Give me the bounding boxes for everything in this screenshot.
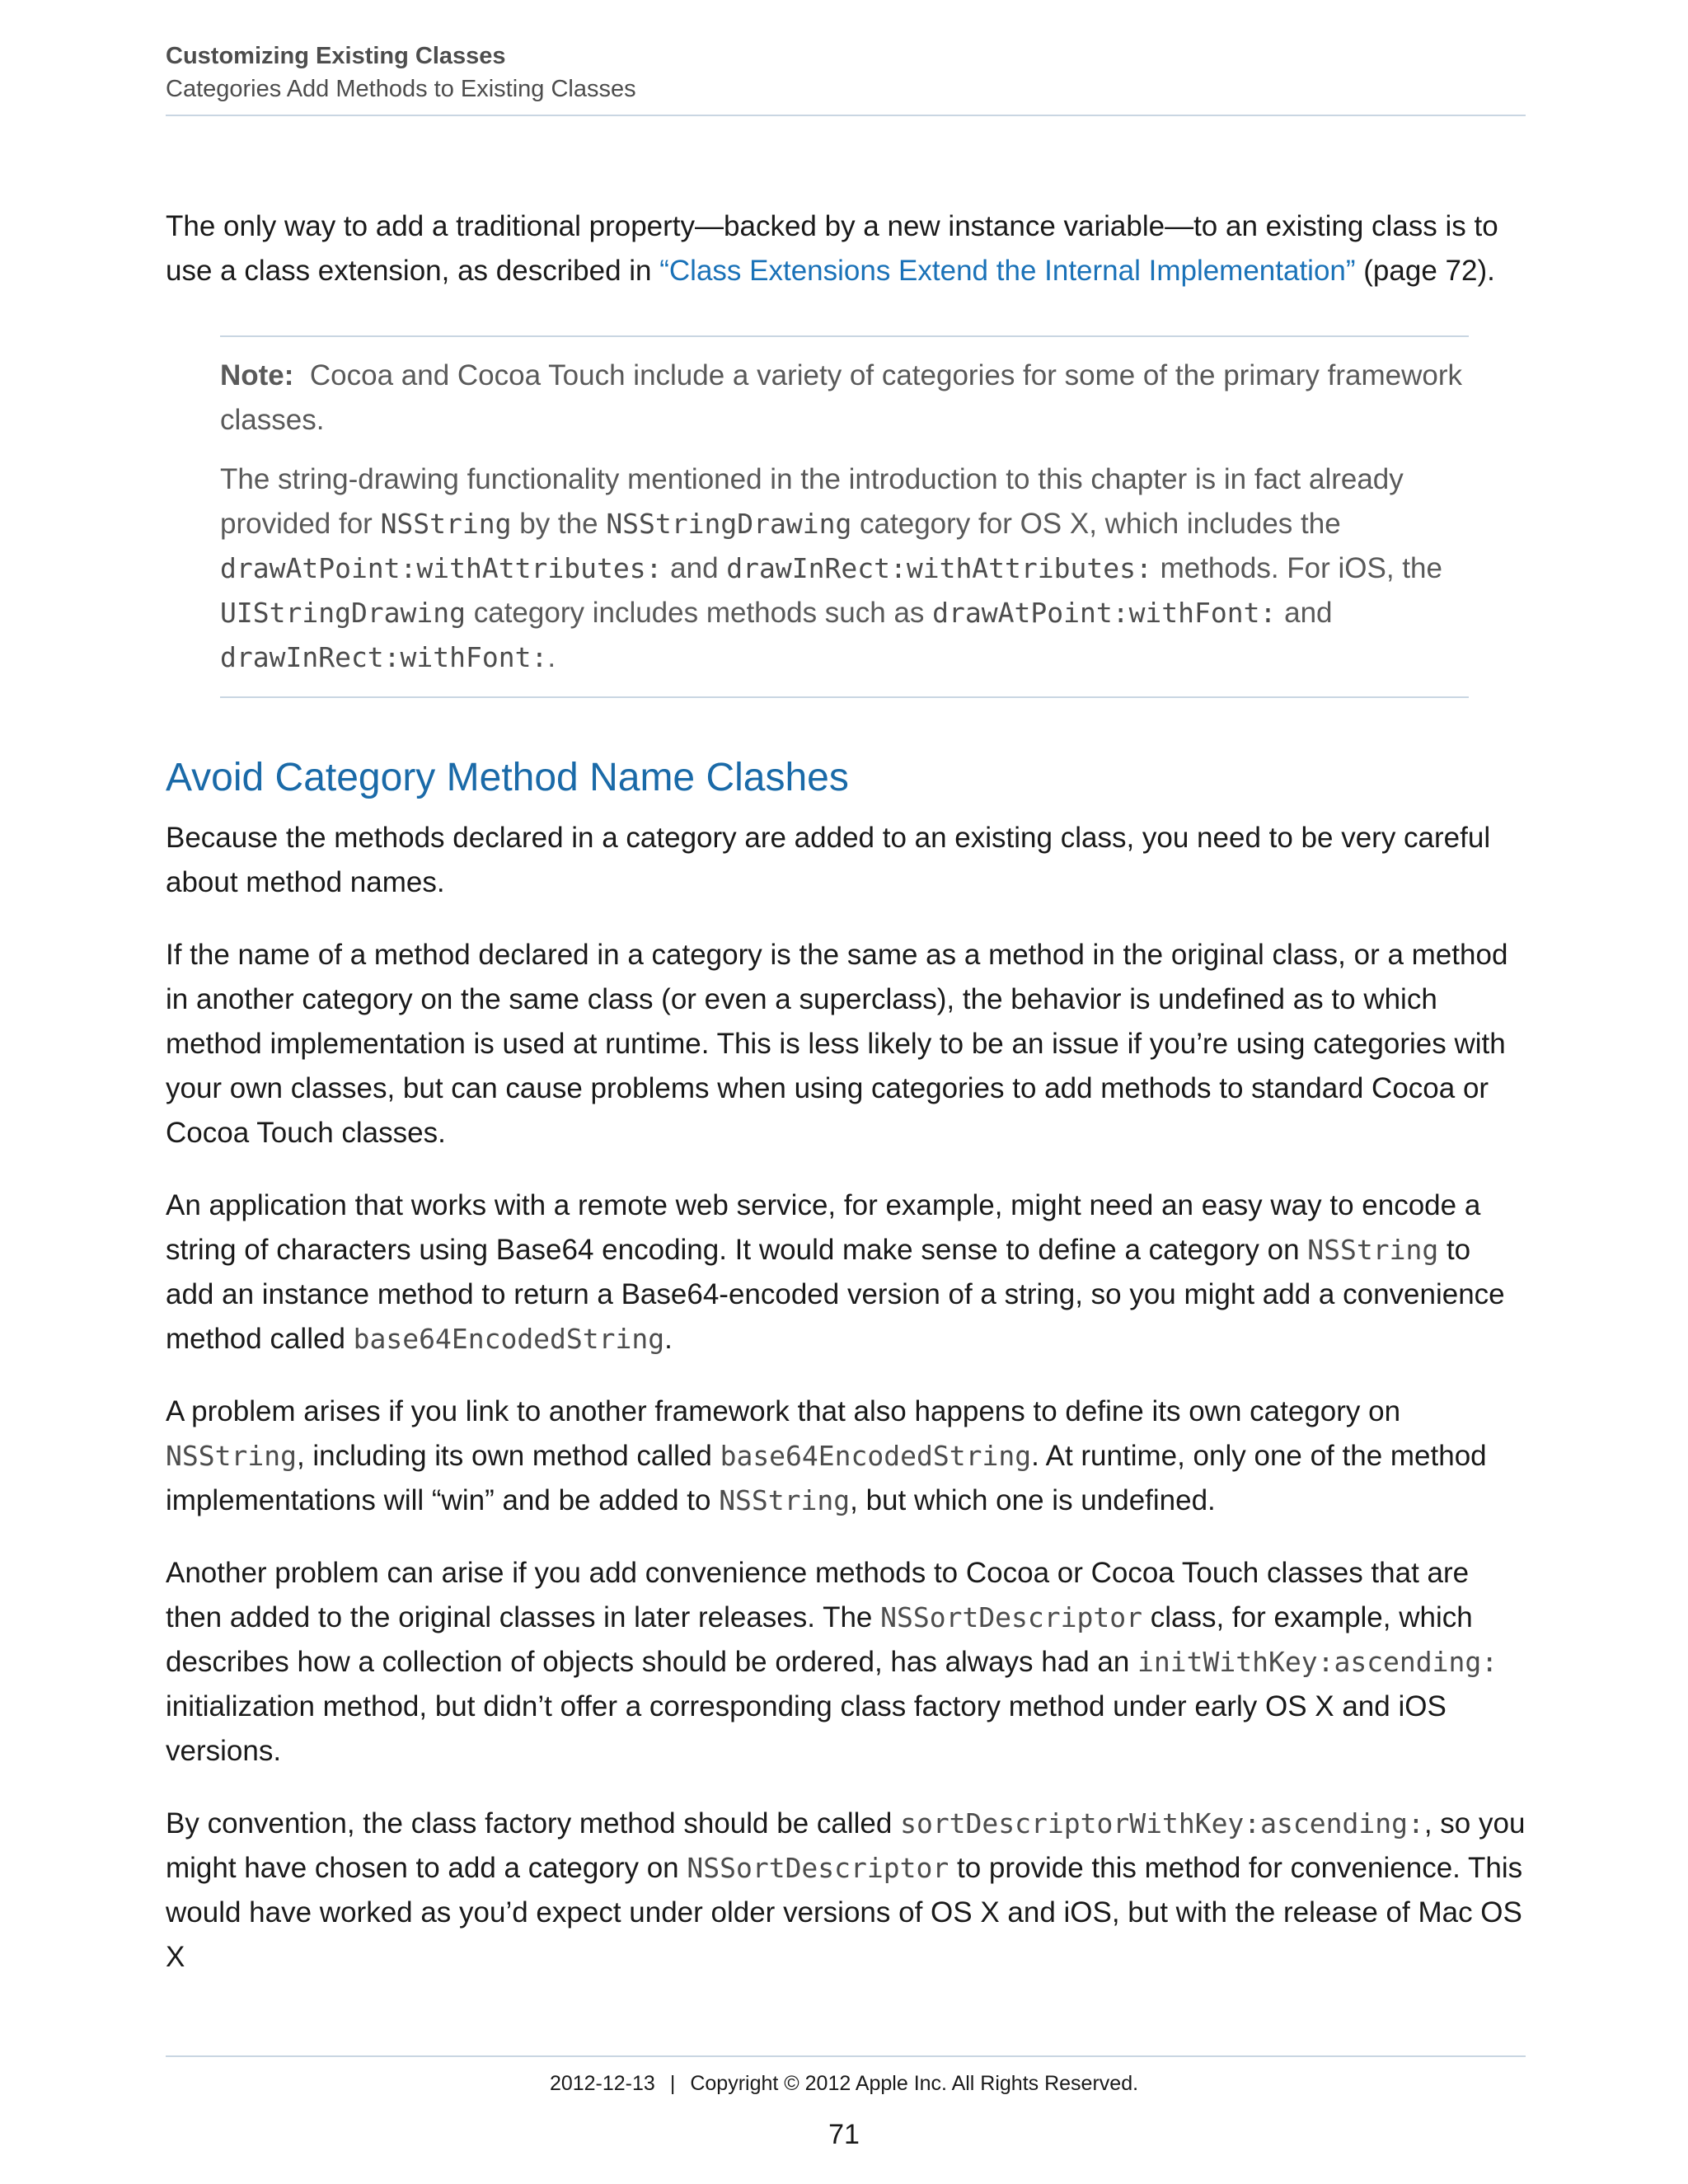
text-run: . [664,1323,673,1355]
code-term: NSSortDescriptor [880,1601,1142,1633]
body-paragraph [166,1802,1526,1980]
text-run: by the [511,508,607,540]
body-paragraph [166,1390,1526,1523]
header-divider [166,115,1526,116]
intro-paragraph [166,204,1526,293]
class-extensions-link[interactable]: “Class Extensions Extend the Internal Implementation” [659,255,1356,287]
code-term: NSString [719,1484,851,1516]
section-body [166,816,1526,1980]
text-run: and [1276,597,1333,629]
note-paragraph-1 [220,354,1469,443]
code-term: drawInRect:withFont: [220,641,548,673]
running-header [166,40,1526,105]
page-footer [0,2067,1688,2100]
text-run: , including its own method called [296,1440,720,1472]
body-paragraph [166,816,1526,905]
code-term: NSString [1307,1234,1439,1266]
text-run: and [662,552,727,584]
text-run: The string-drawing functionality mentioned in the introduction to this chapter is in fact already provided for [220,463,1404,540]
code-term: sortDescriptorWithKey:ascending: [900,1807,1424,1840]
code-term: NSString [380,508,512,540]
code-term: NSString [166,1440,297,1472]
text-run: . At runtime, only one of the method implementations will “win” and be added to [166,1440,1487,1516]
code-term: NSStringDrawing [606,508,852,540]
code-term: drawAtPoint:withFont: [932,597,1277,629]
text-run: A problem arises if you link to another framework that also happens to define its own category on [166,1395,1401,1427]
text-run: , so you might have chosen to add a category on [166,1807,1526,1884]
footer-separator: | [669,2072,676,2095]
section-title: Categories Add Methods to Existing Classes [166,76,636,102]
text-run: , but which one is undefined. [850,1484,1216,1516]
text-run: class, for example, which describes how a collection of objects should be ordered, has always had an [166,1601,1473,1678]
section-heading: Avoid Category Method Name Clashes [166,756,849,799]
intro-text-b: (page 72). [1355,255,1495,287]
code-term: drawInRect:withAttributes: [726,552,1152,584]
code-term: drawAtPoint:withAttributes: [220,552,663,584]
text-run: . [547,641,556,673]
text-run: Because the methods declared in a category are added to an existing class, you need to be very careful about method names. [166,822,1491,898]
code-term: NSSortDescriptor [687,1852,950,1884]
text-run: By convention, the class factory method should be called [166,1807,901,1840]
body-paragraph [166,1183,1526,1361]
note-box [220,335,1469,698]
note-text-1: Cocoa and Cocoa Touch include a variety of categories for some of the primary framework classes. [220,359,1462,436]
code-term: initWithKey:ascending: [1137,1646,1498,1678]
text-run: initialization method, but didn’t offer a corresponding class factory method under early OS X and iOS versions. [166,1690,1447,1767]
text-run: Another problem can arise if you add convenience methods to Cocoa or Cocoa Touch classes that are then added to the original classes in later releases. The [166,1557,1470,1633]
code-term: UIStringDrawing [220,597,467,629]
page-number: 71 [828,2119,860,2150]
body-paragraph [166,933,1526,1155]
code-term: base64EncodedString [720,1440,1032,1472]
chapter-title: Customizing Existing Classes [166,43,506,69]
text-run: to provide this method for convenience. This would have worked as you’d expect under older versions of OS X and iOS, but with the release of Mac OS X [166,1852,1523,1973]
body-paragraph [166,1551,1526,1774]
text-run: to add an instance method to return a Base64-encoded version of a string, so you might add a convenience method called [166,1234,1505,1355]
intro-block [166,204,1526,293]
note-label: Note: [220,359,294,391]
footer-copyright: Copyright © 2012 Apple Inc. All Rights Reserved. [690,2072,1139,2095]
text-run: category for OS X, which includes the [851,508,1341,540]
footer-date: 2012-12-13 [549,2072,655,2095]
text-run: category includes methods such as [466,597,933,629]
note-paragraph-2 [220,457,1469,680]
text-run: methods. For iOS, the [1151,552,1442,584]
code-term: base64EncodedString [353,1323,665,1355]
intro-text-a: The only way to add a traditional property—backed by a new instance variable—to an existing class is to use a class extension, as described in [166,210,1498,287]
text-run: If the name of a method declared in a category is the same as a method in the original class, or a method in another category on the same class (or even a superclass), the behavior is undefined as to which method implementation is used at runtime. This is less likely to be an issue if you’re using categories with your own classes, but can cause problems when using categories to add methods to standard Cocoa or Cocoa Touch classes. [166,939,1508,1149]
text-run: An application that works with a remote web service, for example, might need an easy way to encode a string of characters using Base64 encoding. It would make sense to define a category on [166,1189,1481,1266]
footer-divider [166,2055,1526,2057]
